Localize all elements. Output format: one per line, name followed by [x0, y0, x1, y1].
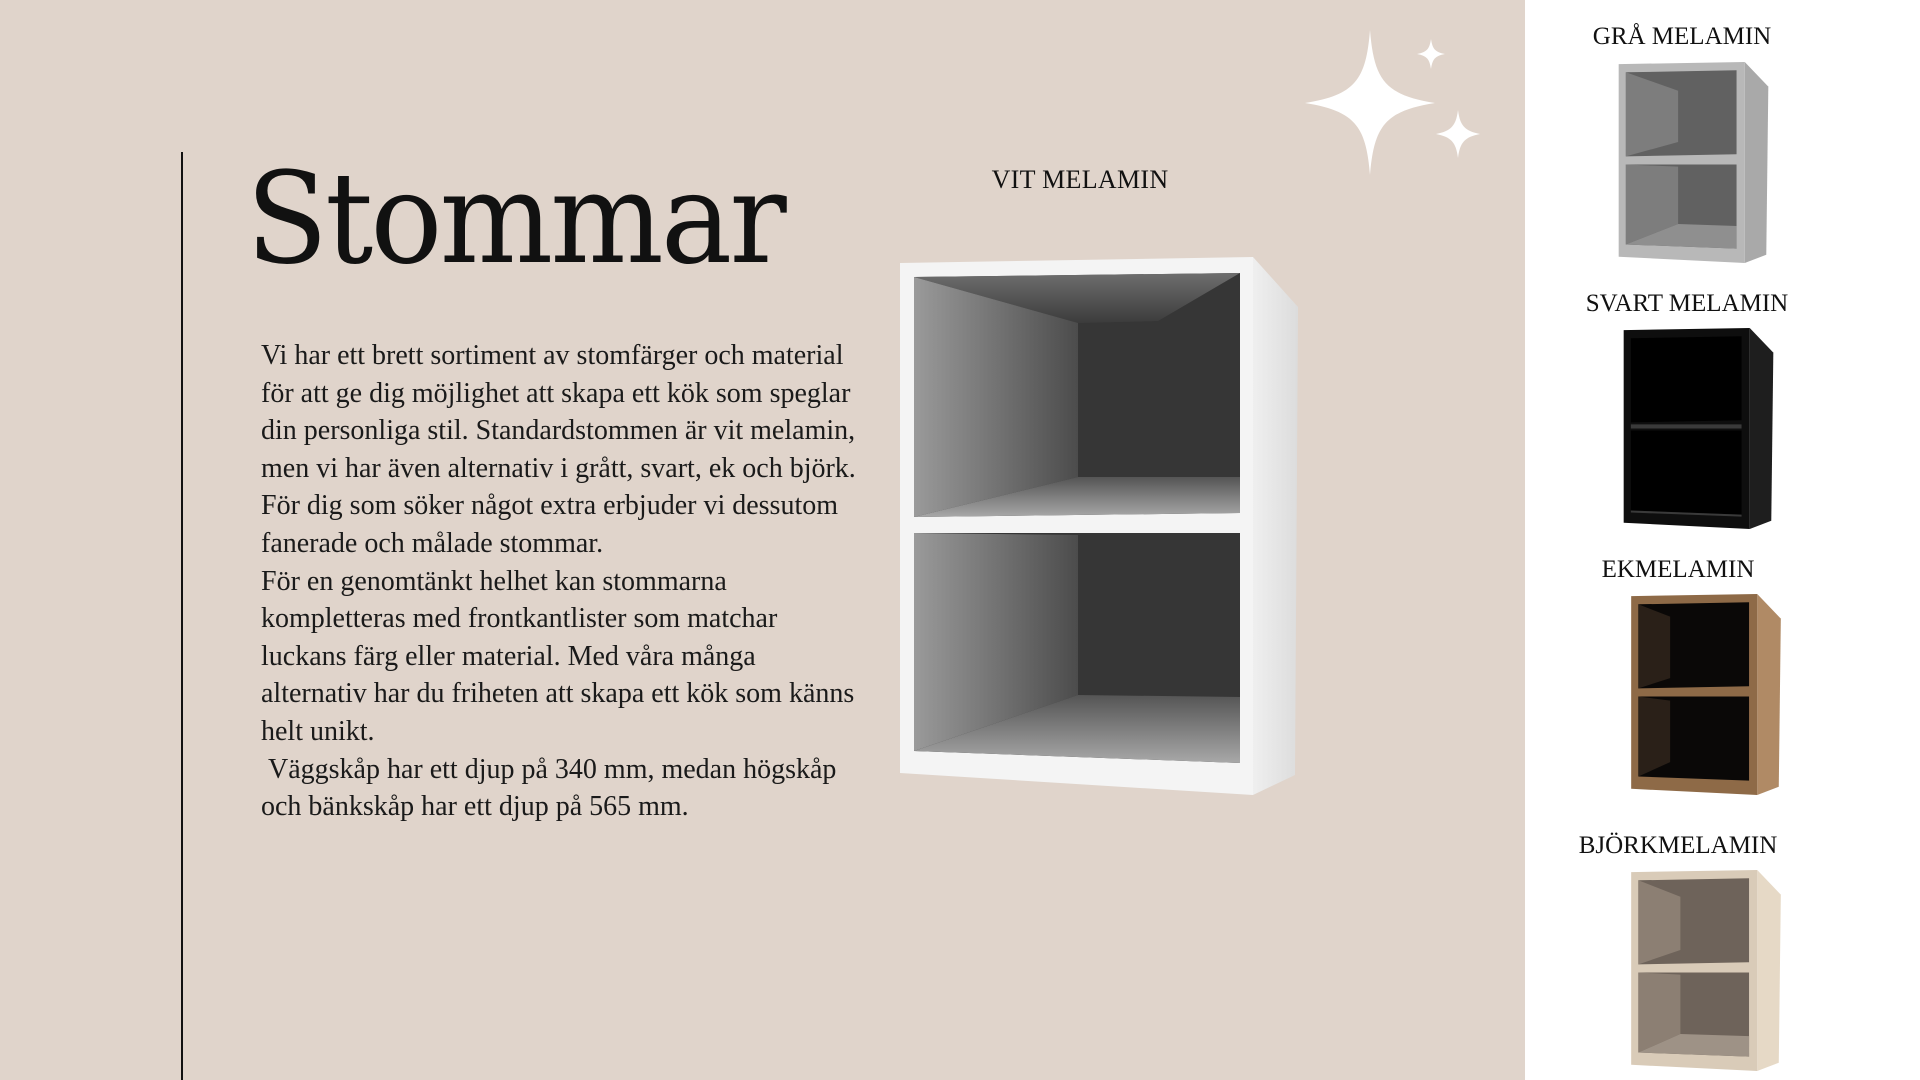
sparkle-icon — [1295, 25, 1495, 185]
oak-cabinet-image — [1626, 592, 1786, 797]
swatch-label-birch: BJÖRKMELAMIN — [1578, 832, 1778, 859]
paragraph-1: Vi har ett brett sortiment av stomfärger och material för att ge dig möjlighet att skapa ett kök som speglar din personliga stil. Standardstommen är vit melamin, men vi har även alternativ i grått, svart, ek och björk. För dig som söker något extra erbjuder vi dessutom fanerade och målade stommar. — [261, 340, 863, 559]
divider-line — [181, 152, 183, 1080]
paragraph-3: Väggskåp har ett djup på 340 mm, medan högskåp och bänkskåp har ett djup på 565 mm. — [261, 753, 844, 823]
swatch-label-black: SVART MELAMIN — [1585, 290, 1789, 317]
gray-cabinet-image — [1616, 60, 1771, 265]
main-cabinet-label: VIT MELAMIN — [991, 165, 1169, 194]
description-text — [261, 337, 861, 826]
black-cabinet-image — [1621, 326, 1776, 531]
swatch-label-gray: GRÅ MELAMIN — [1592, 23, 1772, 50]
page-title: Stommar — [246, 145, 784, 292]
swatch-label-oak: EKMELAMIN — [1601, 556, 1755, 583]
paragraph-2: För en genomtänkt helhet kan stommarna kompletteras med frontkantlister som matchar luckans färg eller material. Med våra många alternativ har du friheten att skapa ett kök som känns helt unikt. — [261, 565, 862, 747]
birch-cabinet-image — [1626, 868, 1786, 1073]
white-cabinet-image — [898, 255, 1303, 800]
